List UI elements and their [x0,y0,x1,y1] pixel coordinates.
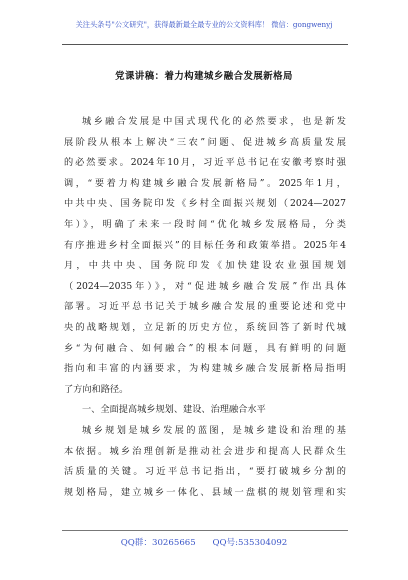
body-line: 央的战略规划，立足新的历史方位，系统回答了新时代城 [64,321,346,333]
body-line: 的必然要求。2024年10月，习近平总书记在安徽考察时强 [64,157,346,169]
body-line: 有序推进乡村全面振兴”的目标任务和政策举措。2025年4 [64,239,346,251]
header-divider [62,44,348,45]
document-title: 党课讲稿：着力构建城乡融合发展新格局 [115,71,293,82]
body-line: 月，中共中央、国务院印发《加快建设农业强国规划 [64,260,346,272]
body-line: 调，“要着力构建城乡融合发展新格局”。2025年1月， [64,177,346,189]
body-line: 城乡融合发展是中国式现代化的必然要求，也是新发 [82,116,346,127]
header-banner: 关注头条号"公文研究"，获得最新最全最专业的公文资料库！ 微信：gongwenyj [75,20,333,29]
body-line: 年）》，明确了未来一段时间“优化城乡发展格局，分类 [64,218,346,230]
body-line: （2024—2035年）》，对“促进城乡融合发展”作出具体 [64,280,346,292]
body-line: 指向和丰富的内涵要求，为构建城乡融合发展新格局指明 [64,363,346,375]
body-line: 本依据。城乡治理创新是推动社会进步和提高人民群众生 [64,445,346,457]
body-line: 活质量的关键。习近平总书记指出，“要打破城乡分割的 [64,466,346,478]
body-line: 规划格局，建立城乡一体化、县域一盘棋的规划管理和实 [64,486,346,498]
footer-contact: QQ群：30265665 QQ号:535304092 [120,538,288,548]
body-line: 城乡规划是城乡发展的蓝图，是城乡建设和治理的基 [82,424,346,436]
document-body [64,112,346,503]
section-heading: 一、全面提高城乡规划、建设、治理融合水平 [82,404,266,416]
footer-divider [62,530,348,531]
body-line: 了方向和路径。 [64,383,129,395]
body-line: 部署。习近平总书记关于城乡融合发展的重要论述和党中 [64,301,346,313]
body-line: 展阶段从根本上解决“三农”问题、促进城乡高质量发展 [64,136,346,148]
body-line: 中共中央、国务院印发《乡村全面振兴规划（2024—2027 [64,198,346,210]
body-line: 乡“为何融合、如何融合”的根本问题，具有鲜明的问题 [64,342,346,354]
